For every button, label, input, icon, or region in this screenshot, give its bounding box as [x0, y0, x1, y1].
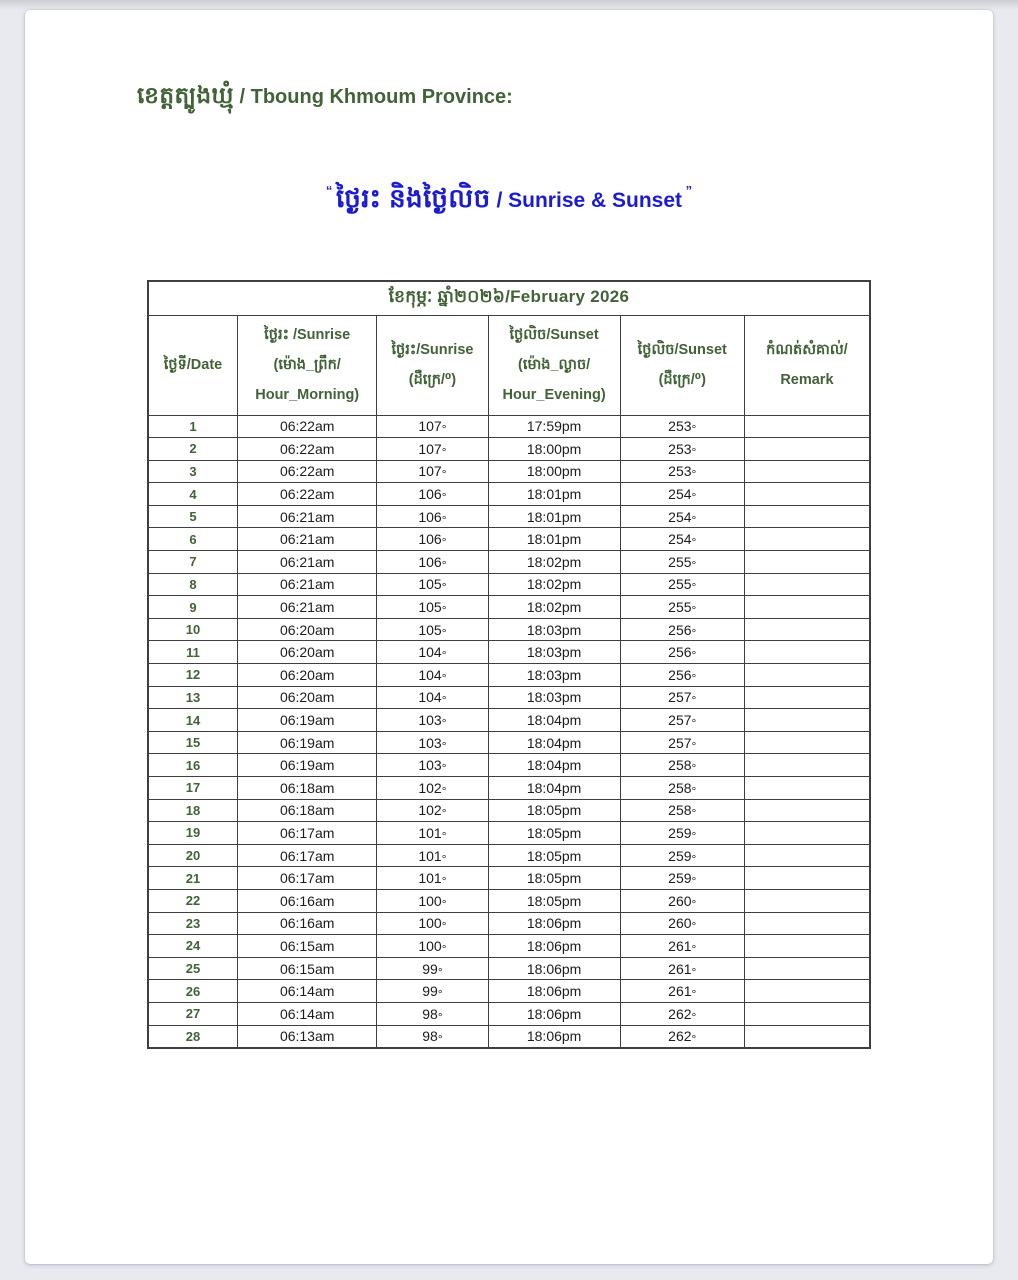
sunset-deg-cell: 257°	[620, 731, 744, 754]
sunrise-deg-cell: 103°	[377, 709, 488, 732]
table-row	[148, 799, 870, 822]
remark-cell	[744, 551, 870, 574]
province-name-latin: / Tboung Khmoum Province:	[233, 86, 513, 108]
remark-cell	[744, 664, 870, 687]
table-row	[148, 1025, 870, 1048]
sunrise-time-cell: 06:15am	[238, 935, 377, 958]
table-row	[148, 844, 870, 867]
column-header-line: ថ្ងៃទី/Date	[163, 357, 223, 373]
sunrise-time-cell: 06:18am	[238, 777, 377, 800]
sunrise-deg-cell: 107°	[377, 460, 488, 483]
degree-symbol: °	[441, 716, 447, 731]
remark-cell	[744, 1002, 870, 1025]
sunrise-time-cell: 06:17am	[238, 822, 377, 845]
sunset-deg-cell: 261°	[620, 957, 744, 980]
date-cell: 4	[148, 483, 238, 506]
table-row	[148, 912, 870, 935]
date-cell: 10	[148, 618, 238, 641]
degree-symbol: °	[691, 512, 697, 527]
degree-symbol: °	[691, 806, 697, 821]
remark-cell	[744, 935, 870, 958]
sunrise-deg-cell: 99°	[377, 980, 488, 1003]
degree-symbol: °	[691, 557, 697, 572]
sunrise-deg-cell: 106°	[377, 551, 488, 574]
sunrise-time-cell: 06:19am	[238, 754, 377, 777]
column-header-line: ថ្ងៃរះ /Sunrise	[264, 327, 351, 343]
remark-cell	[744, 528, 870, 551]
degree-symbol: °	[441, 670, 447, 685]
sunset-deg-cell: 255°	[620, 573, 744, 596]
degree-symbol: °	[441, 557, 447, 572]
sunrise-time-cell: 06:15am	[238, 957, 377, 980]
sunrise-time-cell: 06:22am	[238, 460, 377, 483]
sunrise-time-cell: 06:22am	[238, 483, 377, 506]
table-row	[148, 1002, 870, 1025]
sunset-time-cell: 18:05pm	[488, 867, 620, 890]
degree-symbol: °	[441, 512, 447, 527]
table-row	[148, 980, 870, 1003]
degree-symbol: °	[441, 693, 447, 708]
degree-symbol: °	[437, 1009, 443, 1024]
month-header: ខែកុម្ភៈ ឆ្នាំ២០២៦/February 2026	[148, 281, 870, 315]
table-row	[148, 415, 870, 438]
sunrise-time-cell: 06:21am	[238, 596, 377, 619]
table-row	[148, 822, 870, 845]
degree-symbol: °	[441, 806, 447, 821]
table-row	[148, 596, 870, 619]
sunrise-deg-cell: 104°	[377, 664, 488, 687]
degree-symbol: °	[691, 648, 697, 663]
table-row	[148, 618, 870, 641]
province-name-khmer: ខេត្តត្បូងឃ្មុំ	[137, 82, 234, 108]
sunset-deg-cell: 254°	[620, 483, 744, 506]
sunrise-deg-cell: 100°	[377, 889, 488, 912]
degree-symbol: °	[441, 603, 447, 618]
remark-cell	[744, 483, 870, 506]
table-body	[148, 415, 870, 1048]
sunset-deg-cell: 255°	[620, 596, 744, 619]
sunset-time-cell: 18:04pm	[488, 754, 620, 777]
sunrise-time-cell: 06:18am	[238, 799, 377, 822]
sunrise-time-cell: 06:14am	[238, 1002, 377, 1025]
sunrise-deg-cell: 100°	[377, 912, 488, 935]
sunset-time-cell: 18:05pm	[488, 889, 620, 912]
sunrise-time-cell: 06:19am	[238, 709, 377, 732]
date-cell: 18	[148, 799, 238, 822]
degree-symbol: °	[691, 444, 697, 459]
date-cell: 11	[148, 641, 238, 664]
table-row	[148, 957, 870, 980]
sunrise-time-cell: 06:22am	[238, 438, 377, 461]
table-row	[148, 935, 870, 958]
sunrise-time-cell: 06:16am	[238, 889, 377, 912]
remark-cell	[744, 844, 870, 867]
remark-cell	[744, 596, 870, 619]
degree-symbol: °	[691, 1032, 697, 1047]
sunrise-deg-cell: 102°	[377, 799, 488, 822]
sunset-time-cell: 18:01pm	[488, 528, 620, 551]
degree-symbol: °	[441, 896, 447, 911]
remark-cell	[744, 912, 870, 935]
date-cell: 26	[148, 980, 238, 1003]
sunrise-time-cell: 06:16am	[238, 912, 377, 935]
sunrise-deg-cell: 106°	[377, 505, 488, 528]
sunrise-time-cell: 06:21am	[238, 528, 377, 551]
date-cell: 21	[148, 867, 238, 890]
column-header-line: (ម៉ោង_ល្ងាច/	[518, 357, 591, 373]
degree-symbol: °	[691, 919, 697, 934]
degree-symbol: °	[691, 738, 697, 753]
sunset-time-cell: 18:06pm	[488, 912, 620, 935]
degree-symbol: °	[441, 422, 447, 437]
degree-symbol: °	[691, 467, 697, 482]
sunset-deg-cell: 260°	[620, 912, 744, 935]
remark-cell	[744, 1025, 870, 1048]
table-row	[148, 664, 870, 687]
table-row	[148, 867, 870, 890]
sunset-deg-cell: 253°	[620, 438, 744, 461]
sunset-time-cell: 18:04pm	[488, 709, 620, 732]
sunset-time-cell: 18:02pm	[488, 551, 620, 574]
degree-symbol: °	[441, 941, 447, 956]
remark-cell	[744, 641, 870, 664]
sunrise-time-cell: 06:14am	[238, 980, 377, 1003]
title-khmer: ថ្ងៃរះ និងថ្ងៃលិច	[335, 183, 491, 213]
sunrise-time-cell: 06:19am	[238, 731, 377, 754]
sunrise-deg-cell: 104°	[377, 641, 488, 664]
sunset-deg-cell: 256°	[620, 641, 744, 664]
table-row	[148, 709, 870, 732]
sunrise-time-cell: 06:21am	[238, 505, 377, 528]
sunset-time-cell: 18:05pm	[488, 822, 620, 845]
date-cell: 23	[148, 912, 238, 935]
sunrise-deg-cell: 98°	[377, 1025, 488, 1048]
degree-symbol: °	[691, 851, 697, 866]
sunset-time-cell: 17:59pm	[488, 415, 620, 438]
column-header-sunset-degree	[620, 315, 744, 415]
sunset-deg-cell: 261°	[620, 980, 744, 1003]
sunset-deg-cell: 260°	[620, 889, 744, 912]
remark-cell	[744, 822, 870, 845]
degree-symbol: °	[441, 625, 447, 640]
sunset-deg-cell: 258°	[620, 777, 744, 800]
date-cell: 5	[148, 505, 238, 528]
sunrise-deg-cell: 103°	[377, 731, 488, 754]
column-header-date	[148, 315, 238, 415]
sunset-time-cell: 18:03pm	[488, 686, 620, 709]
date-cell: 2	[148, 438, 238, 461]
sunset-deg-cell: 256°	[620, 618, 744, 641]
table-row	[148, 573, 870, 596]
sunrise-time-cell: 06:17am	[238, 867, 377, 890]
degree-symbol: °	[441, 851, 447, 866]
date-cell: 3	[148, 460, 238, 483]
degree-symbol: °	[441, 648, 447, 663]
date-cell: 27	[148, 1002, 238, 1025]
sunrise-deg-cell: 101°	[377, 867, 488, 890]
degree-symbol: °	[691, 761, 697, 776]
date-cell: 20	[148, 844, 238, 867]
column-header-line: កំណត់សំគាល់/	[766, 342, 848, 358]
degree-symbol: °	[441, 919, 447, 934]
remark-cell	[744, 777, 870, 800]
sunrise-deg-cell: 101°	[377, 822, 488, 845]
degree-symbol: °	[437, 964, 443, 979]
column-header-line: ថ្ងៃរះ/Sunrise	[391, 342, 474, 358]
sunrise-deg-cell: 102°	[377, 777, 488, 800]
column-header-sunrise-hour	[238, 315, 377, 415]
sunset-time-cell: 18:03pm	[488, 664, 620, 687]
sunset-deg-cell: 261°	[620, 935, 744, 958]
column-header-line: Hour_Evening)	[502, 387, 606, 403]
open-quote: “	[325, 183, 336, 198]
degree-symbol: °	[691, 580, 697, 595]
sunrise-time-cell: 06:20am	[238, 618, 377, 641]
degree-symbol: °	[691, 828, 697, 843]
sunset-time-cell: 18:06pm	[488, 957, 620, 980]
remark-cell	[744, 799, 870, 822]
degree-symbol: °	[691, 603, 697, 618]
table-row	[148, 889, 870, 912]
remark-cell	[744, 618, 870, 641]
sunset-deg-cell: 258°	[620, 799, 744, 822]
sunset-deg-cell: 255°	[620, 551, 744, 574]
sunrise-deg-cell: 104°	[377, 686, 488, 709]
degree-symbol: °	[691, 783, 697, 798]
degree-symbol: °	[441, 783, 447, 798]
date-cell: 8	[148, 573, 238, 596]
sunset-time-cell: 18:06pm	[488, 1025, 620, 1048]
date-cell: 24	[148, 935, 238, 958]
sunset-deg-cell: 256°	[620, 664, 744, 687]
sunrise-time-cell: 06:21am	[238, 573, 377, 596]
degree-symbol: °	[691, 422, 697, 437]
column-header-remark	[744, 315, 870, 415]
table-row	[148, 551, 870, 574]
sunrise-deg-cell: 105°	[377, 618, 488, 641]
sunset-time-cell: 18:00pm	[488, 438, 620, 461]
sunrise-time-cell: 06:20am	[238, 686, 377, 709]
month-header-row	[148, 281, 870, 315]
title-latin: / Sunrise & Sunset	[490, 189, 683, 212]
remark-cell	[744, 438, 870, 461]
degree-symbol: °	[441, 738, 447, 753]
sunset-deg-cell: 262°	[620, 1025, 744, 1048]
column-header-line: ថ្ងៃលិច/Sunset	[637, 342, 727, 358]
sunset-time-cell: 18:05pm	[488, 799, 620, 822]
sunrise-deg-cell: 105°	[377, 596, 488, 619]
sunrise-deg-cell: 100°	[377, 935, 488, 958]
date-cell: 17	[148, 777, 238, 800]
degree-symbol: °	[441, 535, 447, 550]
sunset-time-cell: 18:03pm	[488, 618, 620, 641]
degree-symbol: °	[691, 941, 697, 956]
remark-cell	[744, 573, 870, 596]
sunset-time-cell: 18:04pm	[488, 731, 620, 754]
table-row	[148, 528, 870, 551]
sunset-time-cell: 18:03pm	[488, 641, 620, 664]
sunrise-time-cell: 06:20am	[238, 641, 377, 664]
degree-symbol: °	[437, 1032, 443, 1047]
date-cell: 28	[148, 1025, 238, 1048]
degree-symbol: °	[691, 896, 697, 911]
province-header	[137, 82, 513, 115]
remark-cell	[744, 957, 870, 980]
table-row	[148, 754, 870, 777]
table-row	[148, 731, 870, 754]
remark-cell	[744, 867, 870, 890]
degree-symbol: °	[691, 964, 697, 979]
sunrise-time-cell: 06:21am	[238, 551, 377, 574]
sunset-deg-cell: 259°	[620, 844, 744, 867]
sunset-deg-cell: 257°	[620, 686, 744, 709]
table-row	[148, 460, 870, 483]
sunset-time-cell: 18:01pm	[488, 505, 620, 528]
degree-symbol: °	[691, 670, 697, 685]
degree-symbol: °	[691, 987, 697, 1002]
column-header-row	[148, 315, 870, 415]
column-header-line: Remark	[780, 372, 834, 388]
column-header-line: (ដឺក្រេ/⁰)	[658, 372, 706, 388]
degree-symbol: °	[691, 874, 697, 889]
sunrise-deg-cell: 103°	[377, 754, 488, 777]
sunset-deg-cell: 254°	[620, 505, 744, 528]
sunset-deg-cell: 253°	[620, 460, 744, 483]
sunset-time-cell: 18:05pm	[488, 844, 620, 867]
sunset-deg-cell: 257°	[620, 709, 744, 732]
sunset-time-cell: 18:06pm	[488, 935, 620, 958]
degree-symbol: °	[441, 490, 447, 505]
sunset-deg-cell: 258°	[620, 754, 744, 777]
date-cell: 7	[148, 551, 238, 574]
remark-cell	[744, 980, 870, 1003]
remark-cell	[744, 754, 870, 777]
table-row	[148, 686, 870, 709]
document-page	[25, 10, 993, 1264]
page-title	[25, 182, 993, 220]
degree-symbol: °	[691, 1009, 697, 1024]
date-cell: 9	[148, 596, 238, 619]
sunset-time-cell: 18:01pm	[488, 483, 620, 506]
remark-cell	[744, 709, 870, 732]
sunrise-deg-cell: 107°	[377, 438, 488, 461]
date-cell: 1	[148, 415, 238, 438]
column-header-sunrise-degree	[377, 315, 488, 415]
column-header-line: (ម៉ោង_ព្រឹក/	[273, 357, 341, 373]
sunset-time-cell: 18:00pm	[488, 460, 620, 483]
close-quote: ”	[682, 183, 693, 198]
degree-symbol: °	[441, 444, 447, 459]
degree-symbol: °	[441, 580, 447, 595]
sunset-deg-cell: 262°	[620, 1002, 744, 1025]
sunrise-deg-cell: 98°	[377, 1002, 488, 1025]
remark-cell	[744, 889, 870, 912]
date-cell: 22	[148, 889, 238, 912]
sunrise-time-cell: 06:22am	[238, 415, 377, 438]
date-cell: 16	[148, 754, 238, 777]
remark-cell	[744, 415, 870, 438]
degree-symbol: °	[691, 693, 697, 708]
sunrise-deg-cell: 99°	[377, 957, 488, 980]
sunrise-deg-cell: 106°	[377, 483, 488, 506]
degree-symbol: °	[441, 467, 447, 482]
sunset-time-cell: 18:02pm	[488, 573, 620, 596]
date-cell: 13	[148, 686, 238, 709]
sunset-deg-cell: 259°	[620, 822, 744, 845]
date-cell: 14	[148, 709, 238, 732]
sunset-deg-cell: 253°	[620, 415, 744, 438]
column-header-line: Hour_Morning)	[255, 387, 360, 403]
column-header-sunset-hour	[488, 315, 620, 415]
degree-symbol: °	[441, 874, 447, 889]
degree-symbol: °	[691, 625, 697, 640]
table-row	[148, 505, 870, 528]
remark-cell	[744, 460, 870, 483]
sunrise-sunset-table	[147, 280, 871, 1049]
degree-symbol: °	[691, 535, 697, 550]
remark-cell	[744, 505, 870, 528]
date-cell: 6	[148, 528, 238, 551]
sunrise-time-cell: 06:17am	[238, 844, 377, 867]
sunset-time-cell: 18:04pm	[488, 777, 620, 800]
sunset-time-cell: 18:06pm	[488, 1002, 620, 1025]
sunrise-deg-cell: 105°	[377, 573, 488, 596]
table-row	[148, 641, 870, 664]
date-cell: 15	[148, 731, 238, 754]
sunset-deg-cell: 254°	[620, 528, 744, 551]
sunset-time-cell: 18:06pm	[488, 980, 620, 1003]
date-cell: 12	[148, 664, 238, 687]
degree-symbol: °	[437, 987, 443, 1002]
date-cell: 25	[148, 957, 238, 980]
sunrise-deg-cell: 101°	[377, 844, 488, 867]
degree-symbol: °	[691, 490, 697, 505]
sunrise-time-cell: 06:13am	[238, 1025, 377, 1048]
sunset-deg-cell: 259°	[620, 867, 744, 890]
degree-symbol: °	[691, 716, 697, 731]
sunrise-deg-cell: 106°	[377, 528, 488, 551]
table-row	[148, 483, 870, 506]
sunrise-deg-cell: 107°	[377, 415, 488, 438]
column-header-line: (ដឺក្រេ/⁰)	[408, 372, 457, 388]
remark-cell	[744, 731, 870, 754]
date-cell: 19	[148, 822, 238, 845]
table-row	[148, 438, 870, 461]
table-row	[148, 777, 870, 800]
degree-symbol: °	[441, 828, 447, 843]
sunset-time-cell: 18:02pm	[488, 596, 620, 619]
degree-symbol: °	[441, 761, 447, 776]
column-header-line: ថ្ងៃលិច/Sunset	[509, 327, 599, 343]
sunrise-time-cell: 06:20am	[238, 664, 377, 687]
remark-cell	[744, 686, 870, 709]
